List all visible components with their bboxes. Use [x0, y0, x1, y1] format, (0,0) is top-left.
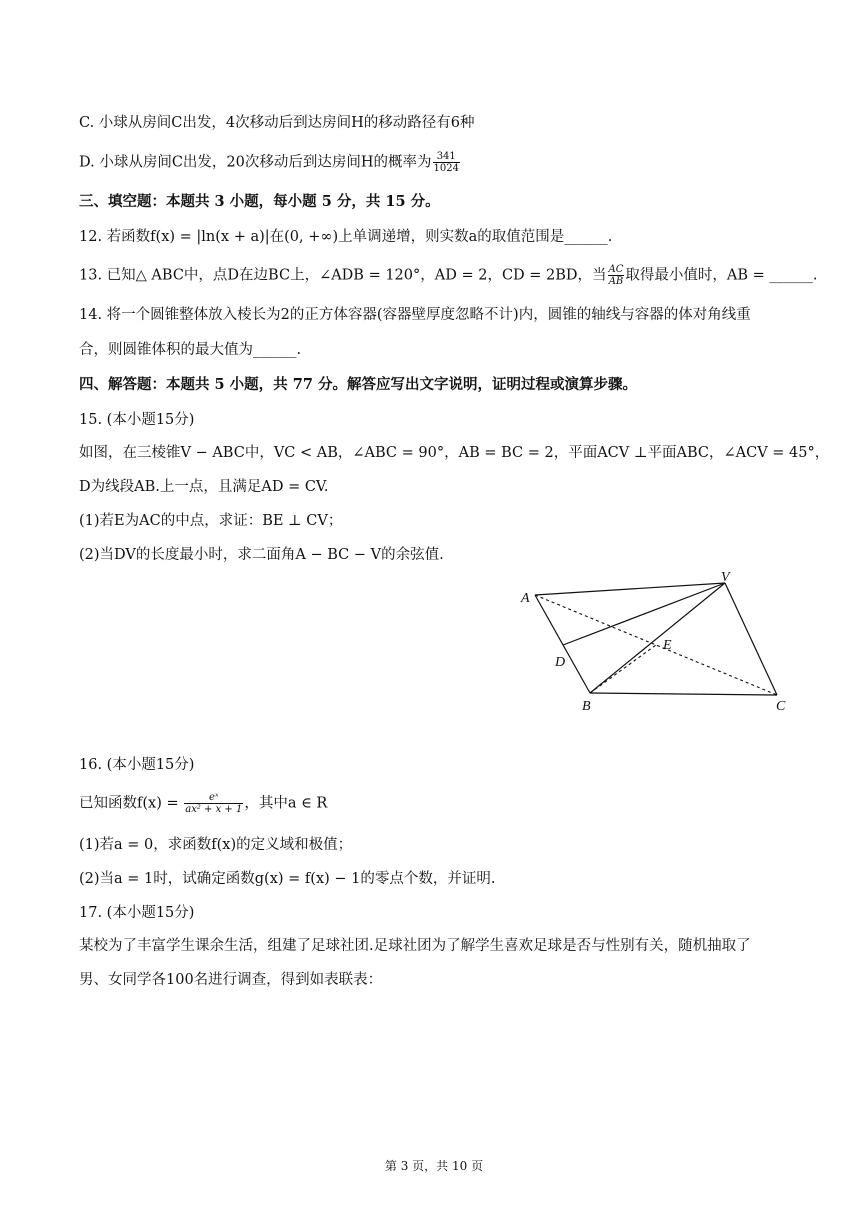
edge-bc [590, 693, 777, 695]
fraction-numerator: eˣ [184, 792, 243, 804]
question-16-part-1: (1)若a = 0，求函数f(x)的定义域和极值； [79, 837, 353, 853]
label-e: E [663, 638, 672, 653]
question-16-text: 已知函数f(x) = [79, 795, 184, 812]
pyramid-figure [515, 568, 795, 718]
fraction-denominator: ax² + x + 1 [185, 804, 243, 815]
page-footer: 第 3 页，共 10 页 [384, 1159, 484, 1173]
fraction-denominator: 1024 [433, 163, 459, 174]
label-b: B [582, 699, 591, 714]
edge-vc [725, 583, 777, 695]
dashed-be [590, 645, 656, 693]
question-15-part-1: (1)若E为AC的中点，求证：BE ⊥ CV； [79, 513, 343, 529]
option-c: C. 小球从房间C出发，4次移动后到达房间H的移动路径有6种 [79, 115, 475, 131]
fraction [184, 792, 243, 815]
label-c: C [776, 699, 786, 714]
fraction-denominator: AB [608, 276, 624, 287]
question-16-heading: 16. (本小题15分) [79, 757, 195, 773]
edge-bv [590, 583, 725, 693]
question-15-heading: 15. (本小题15分) [79, 412, 195, 428]
option-d [79, 151, 461, 174]
fraction-numerator: 341 [433, 151, 460, 163]
question-14-line-1: 14. 将一个圆锥整体放入棱长为2的正方体容器(容器壁厚度忽略不计)内，圆锥的轴线与容器的体对角线重 [79, 307, 751, 323]
section-heading-answers: 四、解答题：本题共 5 小题，共 77 分。解答应写出文字说明，证明过程或演算步骤。 [79, 376, 637, 393]
label-v: V [721, 570, 730, 585]
question-15-line-1: 如图，在三棱锥V − ABC中，VC < AB，∠ABC = 90°，AB = BC = 2，平面ACV ⊥平面ABC，∠ACV = 45°， [79, 445, 830, 461]
fraction [433, 151, 460, 174]
question-14-line-2: 合，则圆锥体积的最大值为______. [79, 342, 302, 358]
label-d: D [555, 655, 566, 670]
option-d-text: D. 小球从房间C出发，20次移动后到达房间H的概率为 [79, 154, 432, 171]
question-15-line-2: D为线段AB.上一点，且满足AD = CV. [79, 479, 329, 495]
question-12: 12. 若函数f(x) = |ln(x + a)|在(0, +∞)上单调递增，则实数a的取值范围是______. [79, 229, 613, 245]
question-16-suffix: ，其中a ∈ R [244, 795, 328, 812]
section-heading-fill-in: 三、填空题：本题共 3 小题，每小题 5 分，共 15 分。 [79, 193, 440, 210]
fraction [608, 264, 625, 287]
question-13-suffix: 取得最小值时，AB = ______. [625, 267, 818, 284]
edge-ab [535, 595, 590, 693]
question-15-part-2: (2)当DV的长度最小时，求二面角A − BC − V的余弦值. [79, 547, 444, 563]
question-16-part-2: (2)当a = 1时，试确定函数g(x) = f(x) − 1的零点个数，并证明. [79, 871, 496, 887]
question-13-text: 13. 已知△ ABC中，点D在边BC上，∠ADB = 120°，AD = 2，CD = 2BD，当 [79, 267, 607, 284]
label-a: A [521, 591, 530, 606]
question-16-stem [79, 792, 327, 815]
segment-dv [563, 583, 725, 645]
fraction-numerator: AC [608, 264, 624, 275]
question-17-line-1: 某校为了丰富学生课余生活，组建了足球社团.足球社团为了解学生喜欢足球是否与性别有关，随机抽取了 [79, 938, 751, 954]
question-17-heading: 17. (本小题15分) [79, 905, 195, 921]
edge-av [535, 583, 725, 595]
question-13 [79, 264, 818, 287]
question-17-line-2: 男、女同学各100名进行调查，得到如表联表： [79, 972, 383, 988]
